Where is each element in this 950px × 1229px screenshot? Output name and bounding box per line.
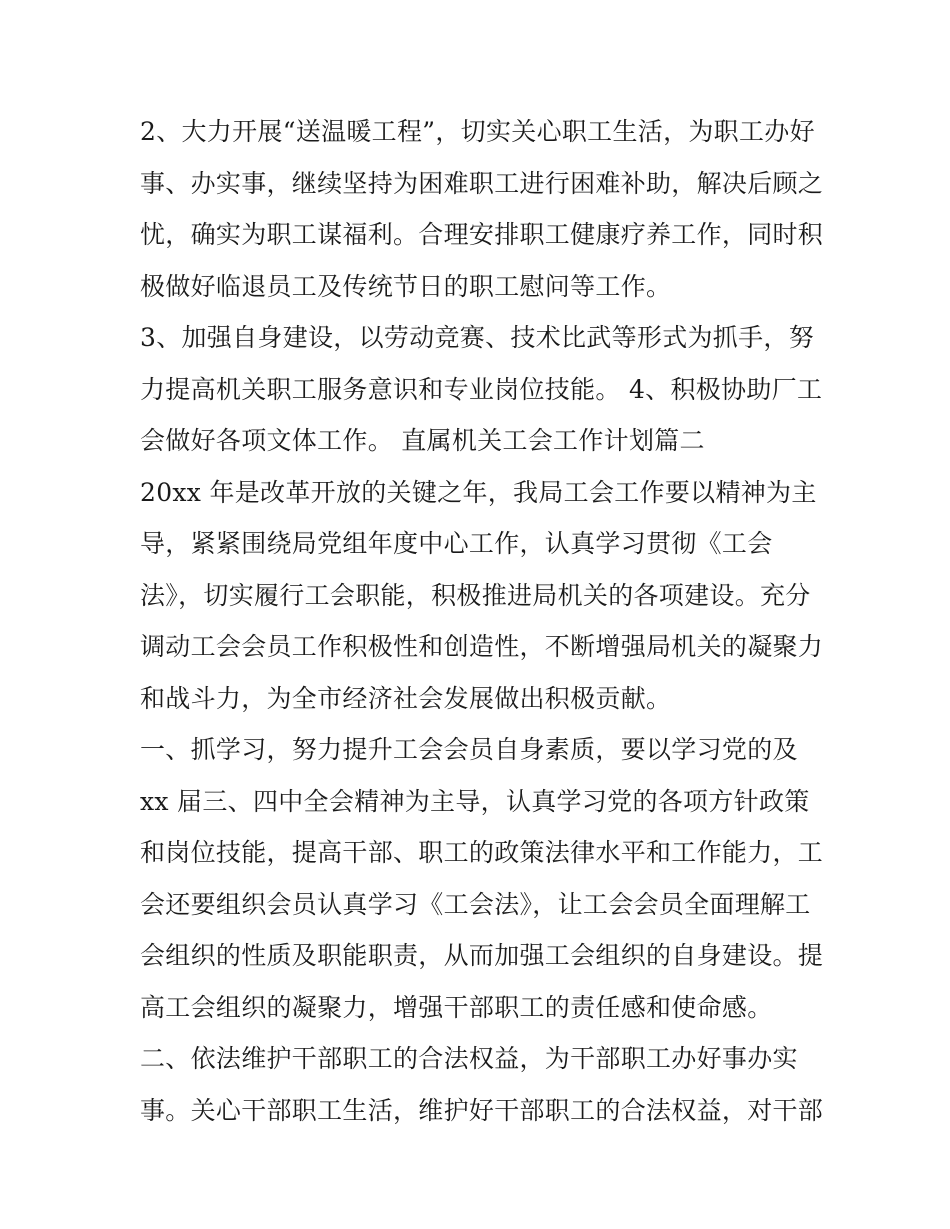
text-line: 极做好临退员工及传统节日的职工慰问等工作。: [140, 271, 672, 301]
text-line: 一、抓学习，努力提升工会会员自身素质，要以学习党的及: [140, 735, 798, 764]
text-line: 法》，切实履行工会职能，积极推进局机关的各项建设。充分: [140, 580, 811, 610]
text-line: 3、加强自身建设，以劳动竞赛、技术比武等形式为抓手，努: [140, 323, 815, 352]
text-line: 事。关心干部职工生活，维护好干部职工的合法权益，对干部: [140, 1095, 824, 1125]
text-line: 和岗位技能，提高干部、职工的政策法律水平和工作能力，工: [140, 838, 824, 867]
text-line: 调动工会会员工作积极性和创造性，不断增强局机关的凝聚力: [140, 632, 824, 661]
text-line: 会组织的性质及职能职责，从而加强工会组织的自身建设。提: [140, 941, 824, 970]
text-line: 和战斗力，为全市经济社会发展做出积极贡献。: [140, 683, 672, 713]
text-line: 忧，确实为职工谋福利。合理安排职工健康疗养工作，同时积: [140, 220, 824, 249]
text-line: 会还要组织会员认真学习《工会法》，让工会会员全面理解工: [140, 889, 811, 919]
text-line: 导，紧紧围绕局党组年度中心工作，认真学习贯彻《工会: [140, 529, 773, 558]
text-line: 会做好各项文体工作。 直属机关工会工作计划篇二: [140, 426, 705, 455]
text-line: 2、大力开展“送温暖工程”，切实关心职工生活，为职工办好: [140, 117, 815, 146]
document-body: [140, 106, 824, 1136]
text-line: 高工会组织的凝聚力，增强干部职工的责任感和使命感。: [140, 992, 773, 1022]
text-line: 20xx 年是改革开放的关键之年，我局工会工作要以精神为主: [140, 477, 817, 507]
text-line: xx 届三、四中全会精神为主导，认真学习党的各项方针政策: [140, 786, 810, 816]
text-line: 二、依法维护干部职工的合法权益，为干部职工办好事办实: [140, 1044, 798, 1073]
text-line: 事、办实事，继续坚持为困难职工进行困难补助，解决后顾之: [140, 168, 824, 198]
text-line: 力提高机关职工服务意识和专业岗位技能。 4、积极协助厂工: [140, 374, 823, 404]
